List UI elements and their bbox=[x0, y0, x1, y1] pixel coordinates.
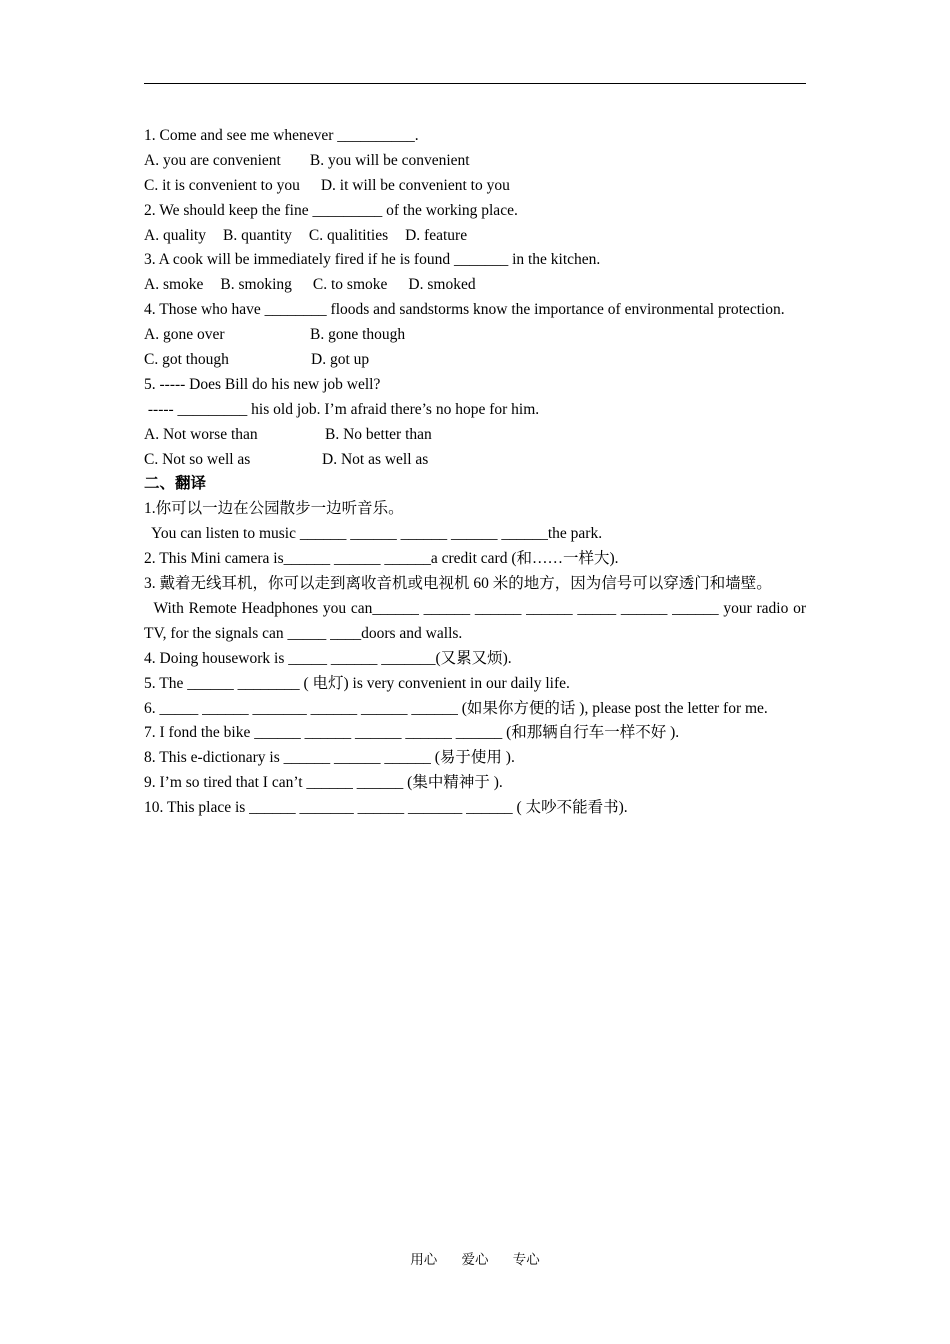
translation-item-3: 3. 戴着无线耳机，你可以走到离收音机或电视机 60 米的地方，因为信号可以穿透门和墙壁。 bbox=[144, 575, 772, 593]
question-5: 5. ----- Does Bill do his new job well? bbox=[144, 375, 381, 393]
translation-item-1: 1.你可以一边在公园散步一边听音乐。 bbox=[144, 500, 404, 518]
options-row bbox=[144, 348, 806, 373]
translation-item-3-english: With Remote Headphones you can______ ______ ______ ______ _____ ______ ______ your radio or TV, for the signals can _____ ____doors and walls. bbox=[144, 599, 810, 642]
section-heading-translation: 二、翻译 bbox=[144, 475, 207, 493]
option-c: C. Not so well as bbox=[144, 450, 251, 468]
option-c: C. to smoke bbox=[312, 276, 388, 294]
option-b: B. gone though bbox=[310, 326, 406, 344]
options-row bbox=[144, 323, 806, 348]
option-d: D. feature bbox=[405, 226, 468, 244]
question-4: 4. Those who have ________ floods and sandstorms know the importance of environmental protection. bbox=[144, 301, 785, 319]
option-b: B. smoking bbox=[220, 276, 292, 294]
option-c: C. qualitities bbox=[308, 226, 389, 244]
option-a: A. you are convenient bbox=[144, 151, 281, 169]
question-2: 2. We should keep the fine _________ of the working place. bbox=[144, 201, 518, 219]
translation-item-8: 8. This e-dictionary is ______ ______ ______ (易于使用 ). bbox=[144, 749, 515, 767]
question-3: 3. A cook will be immediately fired if he is found _______ in the kitchen. bbox=[144, 251, 601, 269]
option-c: C. got though bbox=[144, 351, 229, 369]
option-d: D. got up bbox=[311, 351, 370, 369]
translation-item-1-english: You can listen to music ______ ______ ______ ______ ______the park. bbox=[144, 525, 603, 543]
option-a: A. Not worse than bbox=[144, 425, 258, 443]
option-b: B. No better than bbox=[325, 425, 432, 443]
option-a: A. smoke bbox=[144, 276, 204, 294]
question-5-response: ----- _________ his old job. I’m afraid there’s no hope for him. bbox=[144, 400, 540, 418]
translation-item-9: 9. I’m so tired that I can’t ______ ______ (集中精神于 ). bbox=[144, 774, 503, 792]
footer-word: 用心 bbox=[410, 1252, 438, 1268]
header-rule bbox=[144, 83, 806, 84]
translation-item-10: 10. This place is ______ _______ ______ _______ ______ ( 太吵不能看书). bbox=[144, 799, 628, 817]
option-d: D. it will be convenient to you bbox=[320, 176, 510, 194]
option-d: D. smoked bbox=[408, 276, 476, 294]
worksheet-content bbox=[144, 124, 810, 821]
translation-item-7: 7. I fond the bike ______ ______ ______ ______ ______ (和那辆自行车一样不好 ). bbox=[144, 724, 680, 742]
option-a: A. gone over bbox=[144, 326, 225, 344]
question-1: 1. Come and see me whenever __________. bbox=[144, 127, 419, 144]
option-d: D. Not as well as bbox=[322, 450, 429, 468]
options-row bbox=[144, 149, 806, 174]
footer-word: 专心 bbox=[512, 1252, 540, 1268]
footer-word: 爱心 bbox=[461, 1252, 489, 1268]
translation-item-2: 2. This Mini camera is______ ______ ______a credit card (和……一样大). bbox=[144, 550, 619, 568]
options-row bbox=[144, 273, 806, 298]
translation-item-6: 6. _____ ______ _______ ______ ______ ______ (如果你方便的话 ), please post the letter for me. bbox=[144, 699, 768, 717]
option-b: B. quantity bbox=[223, 226, 292, 244]
option-b: B. you will be convenient bbox=[309, 151, 470, 169]
options-row bbox=[144, 224, 806, 249]
options-row bbox=[144, 448, 806, 473]
option-a: A. quality bbox=[144, 226, 206, 244]
translation-item-5: 5. The ______ ________ ( 电灯) is very convenient in our daily life. bbox=[144, 674, 570, 692]
options-row bbox=[144, 423, 806, 448]
option-c: C. it is convenient to you bbox=[144, 176, 300, 194]
translation-item-4: 4. Doing housework is _____ ______ _______(又累又烦). bbox=[144, 649, 512, 667]
page-footer bbox=[0, 1248, 950, 1268]
options-row bbox=[144, 174, 806, 199]
